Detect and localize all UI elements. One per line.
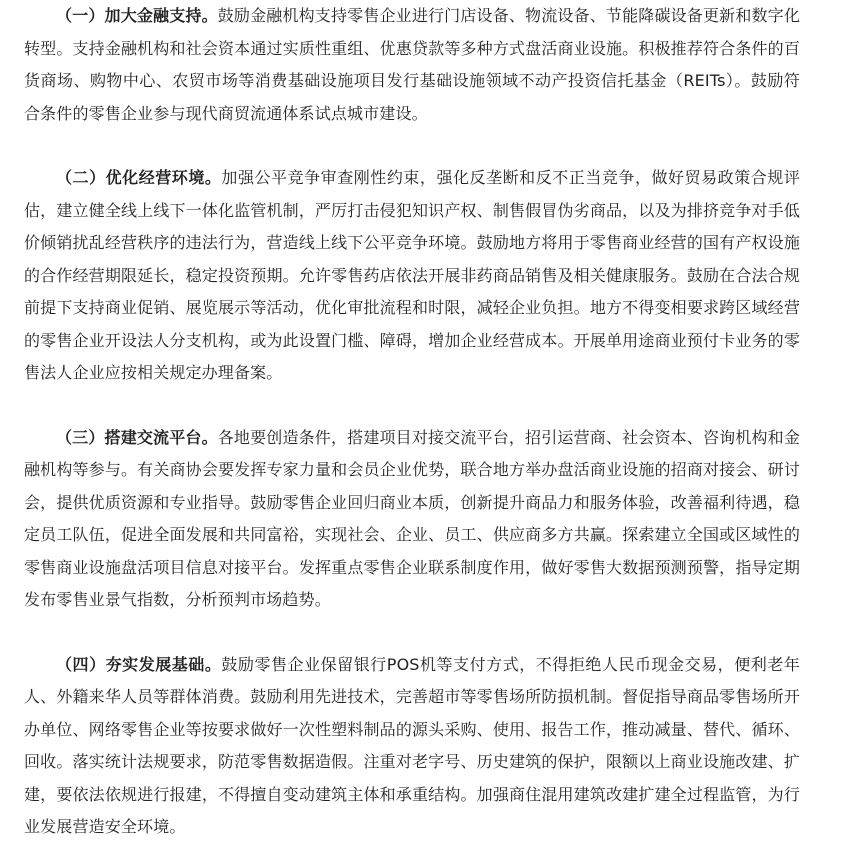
paragraph-text: 加强公平竞争审查刚性约束，强化反垄断和反不正当竞争，做好贸易政策合规评估，建立健全线上线下一体化监管机制，严厉打击侵犯知识产权、制售假冒伪劣商品，以及为排挤竞争对手低价倾销扰乱经营秩序的违法行为，营造线上线下公平竞争环境。鼓励地方将用于零售商业经营的国有产权设施的合作经营期限延长，稳定投资预期。允许零售药店依法开展非药商品销售及相关健康服务。鼓励在合法合规前提下支持商业促销、展览展示等活动，优化审批流程和时限，减轻企业负担。地方不得变相要求跨区域经营的零售企业开设法人分支机构，或为此设置门槛、障碍，增加企业经营成本。开展单用途商业预付卡业务的零售法人企业应按相关规定办理备案。 bbox=[24, 168, 800, 382]
paragraph-business-environment bbox=[24, 162, 800, 390]
paragraph-financial-support bbox=[24, 0, 800, 130]
paragraph-text: 鼓励金融机构支持零售企业进行门店设备、物流设备、节能降碳设备更新和数字化转型。支持金融机构和社会资本通过实质性重组、优惠贷款等多种方式盘活商业设施。积极推荐符合条件的百货商场、购物中心、农贸市场等消费基础设施项目发行基础设施领域不动产投资信托基金（REITs）。鼓励符合条件的零售企业参与现代商贸流通体系试点城市建设。 bbox=[24, 6, 800, 123]
paragraph-exchange-platform bbox=[24, 422, 800, 617]
paragraph-text: 各地要创造条件，搭建项目对接交流平台，招引运营商、社会资本、咨询机构和金融机构等参与。有关商协会要发挥专家力量和会员企业优势，联合地方举办盘活商业设施的招商对接会、研讨会，提供优质资源和专业指导。鼓励零售企业回归商业本质，创新提升商品力和服务体验，改善福利待遇，稳定员工队伍，促进全面发展和共同富裕，实现社会、企业、员工、供应商多方共赢。探索建立全国或区域性的零售商业设施盘活项目信息对接平台。发挥重点零售企业联系制度作用，做好零售大数据预测预警，指导定期发布零售业景气指数，分析预判市场趋势。 bbox=[24, 427, 800, 609]
paragraph-text: 鼓励零售企业保留银行POS机等支付方式，不得拒绝人民币现金交易，便利老年人、外籍来华人员等群体消费。鼓励利用先进技术，完善超市等零售场所防损机制。督促指导商品零售场所开办单位、网络零售企业等按要求做好一次性塑料制品的源头采购、使用、报告工作，推动减量、替代、循环、回收。落实统计法规要求，防范零售数据造假。注重对老字号、历史建筑的保护，限额以上商业设施改建、扩建，要依法依规进行报建，不得擅自变动建筑主体和承重结构。加强商住混用建筑改建扩建全过程监管，为行业发展营造安全环境。 bbox=[24, 654, 800, 836]
paragraph-heading: （二）优化经营环境。 bbox=[56, 168, 222, 187]
paragraph-heading: （三）搭建交流平台。 bbox=[56, 427, 218, 447]
paragraph-heading: （一）加大金融支持。 bbox=[56, 6, 218, 25]
paragraph-heading: （四）夯实发展基础。 bbox=[56, 654, 222, 674]
paragraph-development-foundation bbox=[24, 649, 800, 844]
article-body bbox=[24, 0, 800, 844]
